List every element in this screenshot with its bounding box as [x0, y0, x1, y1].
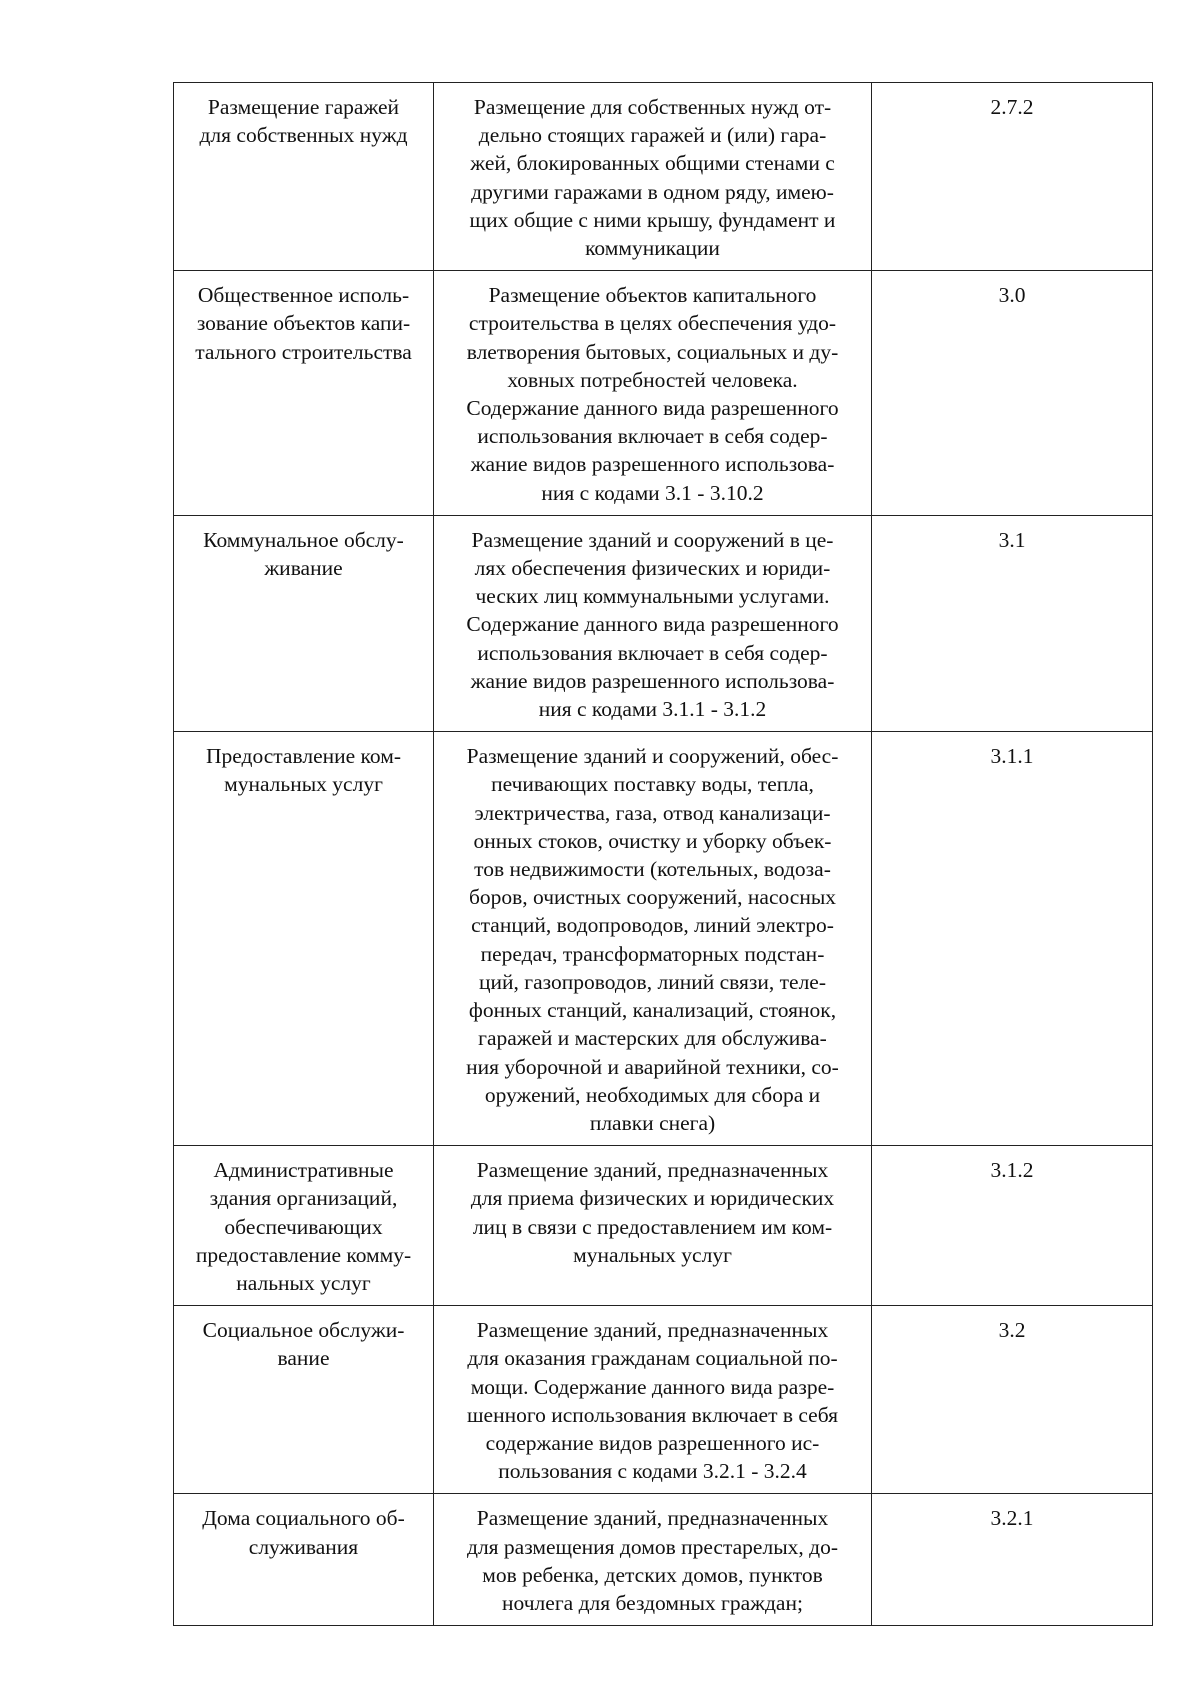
use-name-cell: Административные здания организаций, обеспечивающих предоставление комму- нальных услуг: [174, 1146, 434, 1306]
use-description-cell: Размещение зданий, предназначенных для оказания гражданам социальной по- мощи. Содержание данного вида разре- шенного использования включает в себя содержание видов разрешенного ис- пользования с кодами 3.2.1 - 3.2.4: [434, 1306, 872, 1494]
land-use-table: [173, 82, 1153, 1626]
table-row: [174, 271, 1153, 516]
use-code-cell: 3.2.1: [872, 1494, 1153, 1626]
use-name-cell: Дома социального об- служивания: [174, 1494, 434, 1626]
use-name-cell: Размещение гаражей для собственных нужд: [174, 83, 434, 271]
use-code-cell: 3.1: [872, 515, 1153, 731]
use-code-cell: 3.1.2: [872, 1146, 1153, 1306]
use-description-cell: Размещение объектов капитального строительства в целях обеспечения удо- влетворения бытовых, социальных и ду- ховных потребностей человека. Содержание данного вида разрешенного использования включает в себя содер- жание видов разрешенного использова- ния с кодами 3.1 - 3.10.2: [434, 271, 872, 516]
use-description-cell: Размещение для собственных нужд от- дельно стоящих гаражей и (или) гара- жей, блокированных общими стенами с другими гаражами в одном ряду, имею- щих общие с ними крышу, фундамент и коммуникации: [434, 83, 872, 271]
use-name-cell: Социальное обслужи- вание: [174, 1306, 434, 1494]
table-row: [174, 83, 1153, 271]
table-row: [174, 1146, 1153, 1306]
use-name-cell: Общественное исполь- зование объектов капи- тального строительства: [174, 271, 434, 516]
use-code-cell: 3.1.1: [872, 732, 1153, 1146]
use-description-cell: Размещение зданий и сооружений в це- лях обеспечения физических и юриди- ческих лиц коммунальными услугами. Содержание данного вида разрешенного использования включает в себя содер- жание видов разрешенного использова- ния с кодами 3.1.1 - 3.1.2: [434, 515, 872, 731]
table-row: [174, 1306, 1153, 1494]
use-code-cell: 3.0: [872, 271, 1153, 516]
use-description-cell: Размещение зданий, предназначенных для размещения домов престарелых, до- мов ребенка, детских домов, пунктов ночлега для бездомных граждан;: [434, 1494, 872, 1626]
use-name-cell: Предоставление ком- мунальных услуг: [174, 732, 434, 1146]
use-code-cell: 2.7.2: [872, 83, 1153, 271]
use-name-cell: Коммунальное обслу- живание: [174, 515, 434, 731]
use-description-cell: Размещение зданий, предназначенных для приема физических и юридических лиц в связи с предоставлением им ком- мунальных услуг: [434, 1146, 872, 1306]
use-description-cell: Размещение зданий и сооружений, обес- печивающих поставку воды, тепла, электричества, газа, отвод канализаци- онных стоков, очистку и уборку объек- тов недвижимости (котельных, водоза- боров, очистных сооружений, насосных станций, водопроводов, линий электро- передач, трансформаторных подстан- ций, газопроводов, линий связи, теле- фонных станций, канализаций, стоянок, гаражей и мастерских для обслужива- ния уборочной и аварийной техники, со- оружений, необходимых для сбора и плавки снега): [434, 732, 872, 1146]
table-row: [174, 732, 1153, 1146]
use-code-cell: 3.2: [872, 1306, 1153, 1494]
table-row: [174, 515, 1153, 731]
table-row: [174, 1494, 1153, 1626]
